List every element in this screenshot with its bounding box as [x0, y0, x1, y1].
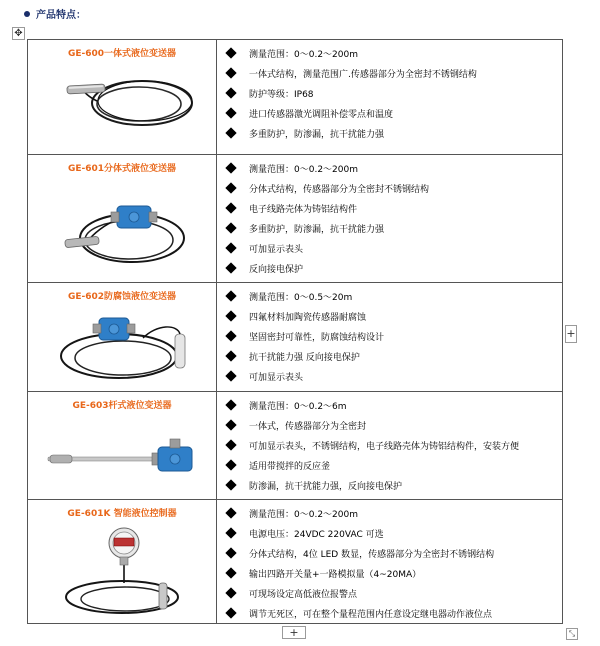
list-item	[225, 583, 562, 603]
diamond-bullet-icon	[225, 567, 236, 578]
product-features-cell	[217, 155, 563, 283]
table-resize-handle-icon[interactable]: ⤡	[566, 628, 578, 640]
diamond-bullet-icon	[225, 67, 236, 78]
list-item	[225, 306, 562, 326]
feature-text: 多重防护，防渗漏，抗干扰能力强	[249, 224, 385, 235]
feature-text: 分体式结构，4位 LED 数显，传感器部分为全密封不锈钢结构	[249, 549, 495, 560]
diamond-bullet-icon	[225, 479, 236, 490]
table-row	[28, 500, 563, 624]
feature-text: 抗干扰能力强 反向接电保护	[249, 352, 360, 363]
list-item	[225, 218, 562, 238]
list-item	[225, 563, 562, 583]
feature-text: 电源电压：24VDC 220VAC 可选	[249, 529, 384, 540]
product-image-cell	[28, 283, 217, 392]
list-item	[225, 258, 562, 278]
feature-text: 一体式，传感器部分为全密封	[249, 421, 367, 432]
list-item	[225, 503, 562, 523]
table-move-handle-icon[interactable]: ✥	[12, 27, 25, 40]
smart-controller-illustration	[47, 521, 197, 621]
diamond-bullet-icon	[225, 202, 236, 213]
list-item	[225, 435, 562, 455]
product-title: GE-602防腐蚀液位变送器	[67, 292, 177, 302]
list-item	[225, 455, 562, 475]
list-item	[225, 346, 562, 366]
feature-text: 坚固密封可靠性，防腐蚀结构设计	[249, 332, 385, 343]
diamond-bullet-icon	[225, 87, 236, 98]
list-item	[225, 366, 562, 386]
feature-text: 进口传感器激光调阻补偿零点和温度	[249, 109, 394, 120]
feature-text: 测量范围：0～0.2～6m	[249, 401, 347, 412]
product-title: GE-600一体式液位变送器	[67, 49, 177, 59]
feature-text: 防渗漏，抗干扰能力强，反向接电保护	[249, 481, 403, 492]
diamond-bullet-icon	[225, 350, 236, 361]
diamond-bullet-icon	[225, 222, 236, 233]
diamond-bullet-icon	[225, 370, 236, 381]
list-item	[225, 198, 562, 218]
add-column-button[interactable]: +	[565, 325, 577, 343]
list-item	[225, 286, 562, 306]
product-title: GE-601K 智能液位控制器	[67, 509, 177, 519]
table-row	[28, 40, 563, 155]
list-item	[225, 178, 562, 198]
rod-transmitter-illustration	[42, 413, 202, 489]
diamond-bullet-icon	[225, 242, 236, 253]
feature-text: 可加显示表头，不锈钢结构，电子线路壳体为铸铝结构件，安装方便	[249, 441, 520, 452]
diamond-bullet-icon	[225, 399, 236, 410]
diamond-bullet-icon	[225, 182, 236, 193]
feature-text: 一体式结构，测量范围广.传感器部分为全密封不锈钢结构	[249, 69, 477, 80]
feature-text: 调节无死区，可在整个量程范围内任意设定继电器动作液位点	[249, 609, 493, 620]
feature-text: 测量范围：0～0.5～20m	[249, 292, 353, 303]
diamond-bullet-icon	[225, 547, 236, 558]
feature-text: 适用带搅拌的反应釜	[249, 461, 331, 472]
list-item	[225, 83, 562, 103]
feature-text: 反向接电保护	[249, 264, 304, 275]
bullet-dot-icon	[24, 11, 30, 17]
list-item	[225, 523, 562, 543]
product-features-table	[27, 39, 563, 624]
diamond-bullet-icon	[225, 439, 236, 450]
feature-text: 电子线路壳体为铸铝结构件	[249, 204, 358, 215]
feature-text: 输出四路开关量+一路模拟量（4~20MA）	[249, 569, 422, 580]
diamond-bullet-icon	[225, 262, 236, 273]
feature-text: 防护等级：IP68	[249, 89, 314, 100]
diamond-bullet-icon	[225, 587, 236, 598]
list-item	[225, 603, 562, 623]
diamond-bullet-icon	[225, 459, 236, 470]
list-item	[225, 415, 562, 435]
diamond-bullet-icon	[225, 47, 236, 58]
anticorrosion-transmitter-illustration	[47, 304, 197, 390]
feature-text: 测量范围：0～0.2～200m	[249, 164, 358, 175]
list-item	[225, 158, 562, 178]
product-title: GE-601分体式液位变送器	[67, 164, 177, 174]
feature-text: 四氟材料加陶瓷传感器耐腐蚀	[249, 312, 367, 323]
list-item	[225, 238, 562, 258]
table-row	[28, 155, 563, 283]
diamond-bullet-icon	[225, 310, 236, 321]
diamond-bullet-icon	[225, 290, 236, 301]
table-row	[28, 283, 563, 392]
product-image-cell	[28, 40, 217, 155]
list-item	[225, 103, 562, 123]
diamond-bullet-icon	[225, 127, 236, 138]
list-item	[225, 543, 562, 563]
feature-text: 可现场设定高低液位报警点	[249, 589, 358, 600]
product-image-cell	[28, 500, 217, 624]
feature-text: 分体式结构，传感器部分为全密封不锈钢结构	[249, 184, 430, 195]
list-item	[225, 63, 562, 83]
feature-text: 测量范围：0～0.2～200m	[249, 49, 358, 60]
product-features-cell	[217, 40, 563, 155]
diamond-bullet-icon	[225, 507, 236, 518]
diamond-bullet-icon	[225, 162, 236, 173]
diamond-bullet-icon	[225, 607, 236, 618]
product-image-cell	[28, 155, 217, 283]
transmitter-illustration	[47, 176, 197, 276]
list-item	[225, 395, 562, 415]
product-image-cell	[28, 392, 217, 500]
list-item	[225, 475, 562, 495]
list-item	[225, 43, 562, 63]
product-features-cell	[217, 392, 563, 500]
section-heading	[24, 6, 86, 21]
probe-cable-illustration	[47, 61, 197, 141]
product-features-cell	[217, 500, 563, 624]
diamond-bullet-icon	[225, 527, 236, 538]
product-title: GE-603杆式液位变送器	[72, 401, 172, 411]
feature-text: 多重防护，防渗漏，抗干扰能力强	[249, 129, 385, 140]
table-row	[28, 392, 563, 500]
diamond-bullet-icon	[225, 419, 236, 430]
section-heading-text: 产品特点：	[36, 10, 86, 21]
diamond-bullet-icon	[225, 107, 236, 118]
feature-text: 可加显示表头	[249, 372, 304, 383]
diamond-bullet-icon	[225, 330, 236, 341]
feature-text: 测量范围：0～0.2～200m	[249, 509, 358, 520]
add-row-button[interactable]: +	[282, 626, 306, 639]
list-item	[225, 123, 562, 143]
product-features-cell	[217, 283, 563, 392]
list-item	[225, 326, 562, 346]
feature-text: 可加显示表头	[249, 244, 304, 255]
